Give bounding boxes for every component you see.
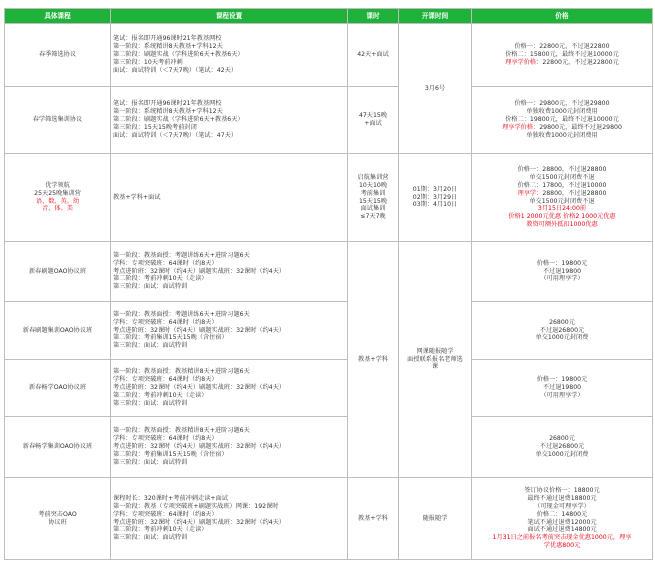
hours-text: 15天15晚 [358, 197, 388, 205]
course-name: 协议班 [48, 518, 67, 526]
price-line: （可用理享学） [540, 391, 584, 399]
start-time-text: 02期：3月29日 [412, 193, 458, 201]
price-cell [472, 302, 653, 360]
start-time-cell [399, 478, 472, 560]
price-line: 价格二：15800元，最终不过退10000元 [505, 51, 619, 59]
course-name: 春学筛选集训协议 [32, 116, 83, 124]
course-name: 25天25晚集训营 [34, 189, 81, 197]
setting-line: 第二阶段：考前冲刺10天（走读） [113, 391, 208, 399]
price-line: 价格1 2000元优惠 价格2 1000元优惠 [508, 213, 616, 221]
price-line: 价格一：19800元 [536, 259, 588, 267]
price-cell [472, 242, 653, 302]
hours-text: 42天+面试 [357, 51, 389, 59]
price-line [474, 190, 650, 198]
hours-text: +面试 [364, 120, 382, 127]
hours-text: 10天10晚 [358, 181, 388, 189]
start-time-text: 01期：3月20日 [412, 185, 458, 193]
course-name: 新春刷题OAO协议班 [28, 267, 87, 275]
price-line-rest: 22800元，不过退22800元 [542, 58, 619, 66]
table-header-row [5, 9, 653, 24]
price-cell [472, 478, 653, 560]
table-row [5, 24, 653, 87]
setting-line: 笔试：报名即开通96课时21年教基网校 [113, 100, 222, 108]
hours-text: 启航集训营 [357, 173, 389, 181]
course-setting-cell [111, 87, 348, 154]
setting-line: 第三阶段：面试：面试特训 [113, 458, 188, 466]
price-line: 单独收费1000元封闭费用 [526, 131, 598, 139]
course-setting-cell [111, 154, 348, 242]
hours-text: 面试集训 [360, 205, 386, 213]
price-line: 不过退19800 [542, 267, 582, 275]
hours-text: 47天15晚 [358, 112, 388, 120]
price-line: 价格二：17800，不过退10000 [517, 181, 607, 189]
header-price: 价格 [472, 9, 653, 24]
price-cell [472, 24, 653, 87]
course-name: 新春畅学集训OAO协议班 [22, 443, 93, 451]
course-name-cell [5, 302, 111, 360]
setting-line: 第三阶段：面试：面试特训 [113, 342, 188, 350]
price-line: 单交1000元封闭费 [535, 450, 589, 458]
course-name: 优学领航 [45, 181, 70, 189]
course-subjects: 语、数、英、幼 [35, 197, 80, 205]
setting-line: 面试：面试特训（＜7天7晚）（笔试：47天） [113, 131, 238, 139]
price-line: 单独收费1000元封闭费用 [526, 108, 598, 116]
course-name-cell [5, 87, 111, 154]
price-cell [472, 154, 653, 242]
price-line: 单交1500元封闭费不退 [529, 197, 595, 205]
header-hours: 课时 [348, 9, 399, 24]
table-row [5, 478, 653, 560]
price-line: 26800元 [549, 435, 575, 443]
table-row [5, 302, 653, 360]
price-line-rest: 28800，不过退28800 [542, 189, 607, 197]
setting-line: 笔试：报名即开通96课时21年教基网校 [113, 35, 222, 43]
price-line: 26800元 [549, 318, 575, 326]
setting-line: 面试：面试特训（＜7天7晚）（笔试：42天） [113, 66, 238, 74]
price-line [474, 124, 650, 132]
start-time-cell [399, 242, 472, 478]
price-line: 学优惠800元 [543, 542, 581, 550]
setting-line: 第二阶段：考前冲刺10天（走读） [113, 275, 208, 283]
price-highlight: 理享学： [517, 189, 543, 197]
course-setting-cell [111, 24, 348, 87]
price-highlight: 理享学价格： [502, 123, 540, 131]
price-line: （可用理享学） [540, 275, 584, 283]
setting-line: 第一阶段：教基面授：教基精讲8天+进阶习题6天 [113, 427, 250, 435]
table-row [5, 417, 653, 478]
price-line: （可现金可理享学） [534, 502, 590, 510]
header-course: 具体课程 [5, 9, 111, 24]
course-price-table [4, 8, 653, 560]
course-name-cell [5, 242, 111, 302]
price-line: 不过退26800元 [539, 443, 585, 451]
start-time-text: 课 [431, 363, 439, 371]
course-name: 新春刷题集训OAO协议班 [22, 326, 93, 334]
price-line: 教资可额外抵扣1000优惠 [526, 221, 598, 229]
price-line: 1月31日之前报名考前突击现金优惠1000元，理享 [492, 534, 632, 542]
setting-line: 第一阶段：教基面授：考题讲练6天+进阶习题6天 [113, 310, 250, 318]
price-line-rest: 29800元，最终不过退29800 [539, 123, 622, 131]
price-line: 价格一：28800，不过退28800 [517, 165, 607, 173]
price-line: 单交1000元封闭费 [535, 334, 589, 342]
start-time-cell [399, 154, 472, 242]
table-row [5, 154, 653, 242]
price-line: 签订协议价格一：18800元 [524, 486, 600, 494]
setting-line: 考点进阶班：32课时（约4天）刷题实战班：32课时（约4天） [113, 518, 286, 526]
setting-line: 学科：专项突破班：64课时（约8天） [113, 259, 218, 267]
course-name: 春季筛选协议 [38, 51, 77, 59]
setting-line: 考点进阶班：32课时（约4天）刷题实战班：32课时（约4天） [113, 267, 286, 275]
setting-line: 学科：专项突破班：64课时（约8天） [113, 435, 218, 443]
course-setting-cell [111, 302, 348, 360]
setting-line: 第三阶段：面试：面试特训 [113, 399, 188, 407]
price-line: 不过退26800元 [539, 326, 585, 334]
setting-line: 第三阶段：面试：面试特训 [113, 283, 188, 291]
course-name-cell [5, 478, 111, 560]
header-setting: 课程设置 [111, 9, 348, 24]
start-time-text: 03期：4月10日 [412, 201, 458, 209]
price-line: 面试不通过退费14800元 [527, 526, 597, 534]
setting-line: 第二阶段：考前冲刺10天（走读） [113, 526, 208, 534]
hours-cell [348, 87, 399, 154]
start-time-text: 网课随报随学 [416, 347, 454, 355]
course-subjects: 音、体、美 [42, 205, 73, 213]
price-line: 价格一：29800元，不过退29800 [514, 100, 610, 108]
course-name-cell [5, 24, 111, 87]
price-cell [472, 87, 653, 154]
table-row [5, 242, 653, 302]
course-setting-cell [111, 360, 348, 417]
course-setting-cell [111, 478, 348, 560]
setting-line: 第三阶段：15天15晚考前封闭 [113, 123, 197, 131]
setting-line: 第一阶段：教基面授：教基精讲8天+进阶习题6天 [113, 368, 250, 376]
header-start-time: 开课时间 [399, 9, 472, 24]
price-line: 价格二：14800元 [536, 510, 588, 518]
setting-line: 第三阶段：面试：面试特训 [113, 534, 188, 542]
setting-line: 学科：专项突破班：64课时（约8天） [113, 318, 218, 326]
price-line: 笔试不通过退费12000元 [527, 518, 597, 526]
price-line: 价格一：22800元，不过退22800 [514, 43, 610, 51]
setting-line: 考点进阶班：32课时（约4天）刷题实战班：32课时（约4天） [113, 443, 286, 451]
setting-line: 第一阶段：系统精讲8天教基+学科12天 [113, 43, 223, 51]
setting-line: 教基+学科+面试 [113, 193, 161, 201]
start-time-text: 随报随学 [422, 514, 448, 522]
course-name-cell [5, 360, 111, 417]
hours-text: ≤7天7晚 [360, 213, 386, 221]
hours-cell [348, 154, 399, 242]
price-line [474, 59, 650, 67]
start-time-cell [399, 24, 472, 154]
setting-line: 第一阶段：教基面授：考题讲练6天+进阶习题6天 [113, 251, 250, 259]
hours-text: 教基+学科 [358, 514, 388, 522]
setting-line: 第三阶段：10天考前冲刺 [113, 58, 183, 66]
price-cell [472, 417, 653, 478]
price-line: 价格一：19800元 [536, 376, 588, 384]
price-highlight: 理享学价格： [505, 58, 543, 66]
start-time-text: 面授联系报名老师选 [407, 355, 463, 363]
course-name-cell [5, 154, 111, 242]
price-line: 不过退19800 [542, 384, 582, 392]
price-line: 3月15日24:00前 [537, 205, 587, 213]
setting-line: 第一阶段：教基（专项突破班+刷题实战班）网课：192课时 [113, 502, 279, 510]
hours-cell [348, 242, 399, 478]
price-line: 价格二：19800元，最终不过退10000元 [505, 116, 619, 124]
hours-text: 教基+学科 [358, 355, 388, 363]
setting-line: 课程时长：320课时+考前冲刺走读+面试 [113, 494, 228, 502]
setting-line: 第二阶段：考前集训15天15晚（含住宿） [113, 450, 228, 458]
hours-cell [348, 24, 399, 87]
course-setting-cell [111, 417, 348, 478]
start-time-text: 3月6号 [424, 84, 446, 92]
table-row [5, 87, 653, 154]
setting-line: 学科：专项突破班：64课时（约8天） [113, 376, 218, 384]
price-line: 单交1500元封闭费不退 [529, 173, 595, 181]
course-name: 新春畅学OAO协议班 [28, 384, 87, 392]
setting-line: 考点进阶班：32课时（约4天）刷题实战班：32课时（约4天） [113, 326, 286, 334]
course-name-cell [5, 417, 111, 478]
setting-line: 第二阶段：考前集训15天15晚（含住宿） [113, 334, 228, 342]
course-setting-cell [111, 242, 348, 302]
hours-cell [348, 478, 399, 560]
price-cell [472, 360, 653, 417]
hours-text: 考前集训 [360, 189, 386, 197]
table-row [5, 360, 653, 417]
setting-line: 学科：专项突破班：64课时（约8天） [113, 510, 218, 518]
price-line: 最终不通过退费18800元 [527, 494, 597, 502]
setting-line: 考点进阶班：32课时（约4天）刷题实战班：32课时（约4天） [113, 384, 286, 392]
setting-line: 第二阶段：刷题实战（学科进阶6天+教基6天） [113, 116, 244, 124]
setting-line: 第二阶段：刷题实战（学科进阶6天+教基6天） [113, 51, 244, 59]
course-name: 考前突击OAO [38, 510, 77, 518]
setting-line: 第一阶段：系统精讲8天教基+学科12天 [113, 108, 223, 116]
